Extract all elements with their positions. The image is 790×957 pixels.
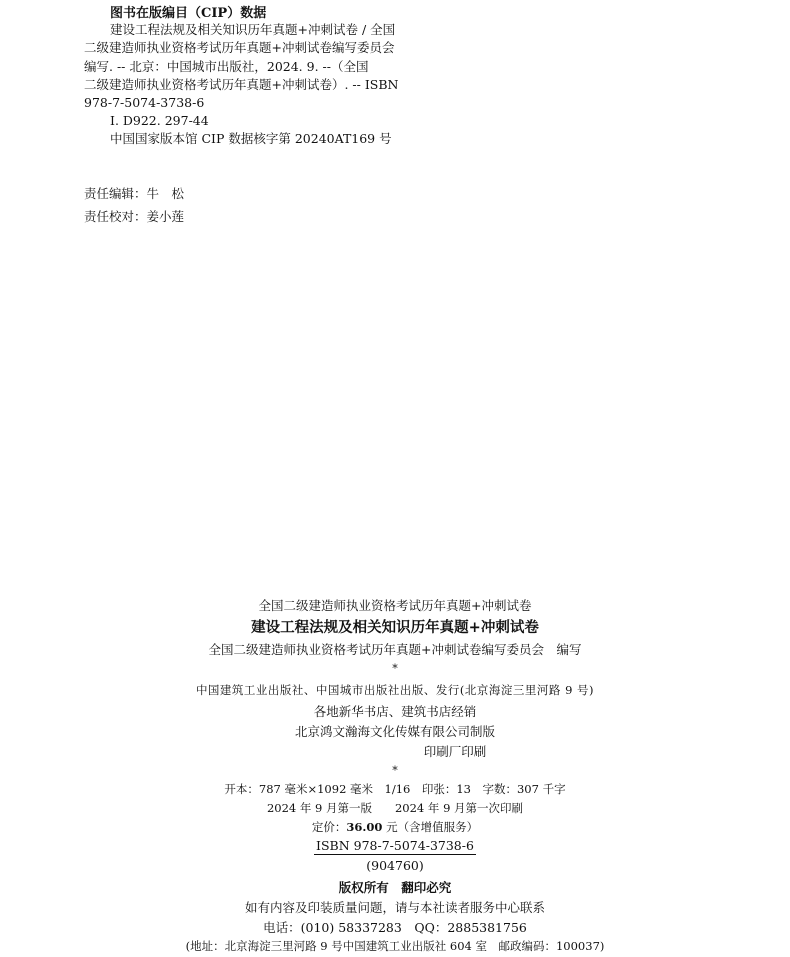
isbn: ISBN 978-7-5074-3738-6 xyxy=(316,838,474,853)
printer-line: 印刷厂印刷 xyxy=(423,744,487,759)
separator-star: * xyxy=(392,662,398,675)
format-line: 开本：787 毫米×1092 毫米 1/16 印张：13 字数：307 千字 xyxy=(224,782,566,796)
cip-line: 中国国家版本馆 CIP 数据核字第 20240AT169 号 xyxy=(110,131,392,146)
cip-line: 二级建造师执业资格考试历年真题+冲刺试卷编写委员会 xyxy=(84,40,395,55)
price-suffix: 元（含增值服务） xyxy=(382,820,479,834)
cip-line: 建设工程法规及相关知识历年真题+冲刺试卷 / 全国 xyxy=(110,22,396,37)
series-title: 全国二级建造师执业资格考试历年真题+冲刺试卷 xyxy=(258,598,532,613)
cip-line: Ⅰ. D922. 297-44 xyxy=(110,113,209,128)
price-prefix: 定价： xyxy=(311,820,347,834)
book-code: (904760) xyxy=(366,858,424,873)
plate-maker-line: 北京鸿文瀚海文化传媒有限公司制版 xyxy=(294,724,495,739)
address-line: (地址：北京海淀三里河路 9 号中国建筑工业出版社 604 室 邮政编码：100037) xyxy=(185,939,605,953)
responsible-proofreader: 责任校对：姜小莲 xyxy=(84,209,185,224)
copyright-notice: 版权所有 翻印必究 xyxy=(338,880,452,895)
responsible-editor: 责任编辑：牛 松 xyxy=(84,186,185,201)
contact-note: 如有内容及印装质量问题，请与本社读者服务中心联系 xyxy=(244,900,545,915)
isbn-line xyxy=(0,838,790,855)
edition-line: 2024 年 9 月第一版 2024 年 9 月第一次印刷 xyxy=(266,801,524,815)
price-value: 36.00 xyxy=(346,820,383,834)
cip-title: 图书在版编目（CIP）数据 xyxy=(110,6,267,21)
separator-star: * xyxy=(392,764,398,777)
author-line: 全国二级建造师执业资格考试历年真题+冲刺试卷编写委员会 编写 xyxy=(208,642,582,657)
cip-line: 978-7-5074-3738-6 xyxy=(84,95,205,110)
book-title: 建设工程法规及相关知识历年真题+冲刺试卷 xyxy=(251,619,539,636)
cip-line: 编写. -- 北京：中国城市出版社，2024. 9. --（全国 xyxy=(84,59,369,74)
phone-line: 电话：(010) 58337283 QQ：2885381756 xyxy=(263,920,527,935)
cip-line: 二级建造师执业资格考试历年真题+冲刺试卷）. -- ISBN xyxy=(84,77,399,92)
price-line xyxy=(0,819,790,835)
publisher-line: 中国建筑工业出版社、中国城市出版社出版、发行(北京海淀三里河路 9 号) xyxy=(195,683,595,697)
distributor-line: 各地新华书店、建筑书店经销 xyxy=(313,704,477,719)
